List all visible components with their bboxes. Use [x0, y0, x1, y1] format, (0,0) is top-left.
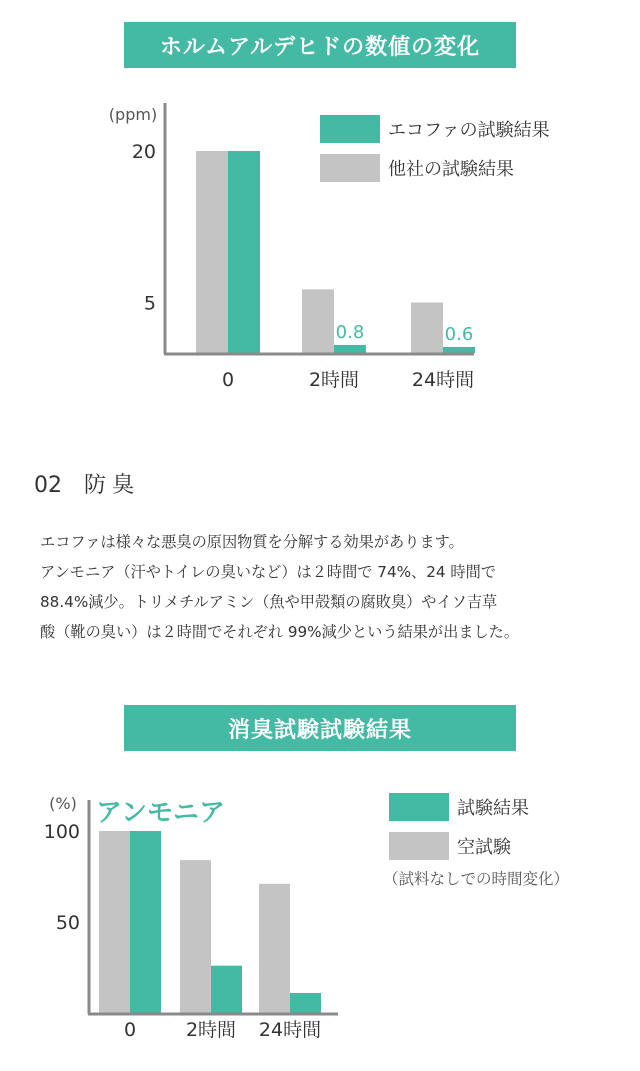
x-tick-label: 2時間: [185, 1019, 237, 1041]
legend-swatch: [389, 793, 449, 821]
y-tick-label: 50: [55, 912, 80, 934]
paragraph-line: アンモニア（汗やトイレの臭いなど）は２時間で 74%、24 時間で: [40, 563, 496, 581]
legend-note: （試料なしでの時間変化）: [383, 870, 570, 888]
paragraph-line: エコファは様々な悪臭の原因物質を分解する効果があります。: [40, 533, 464, 551]
legend-swatch: [389, 832, 449, 860]
section-number: 02: [34, 473, 62, 498]
legend-label: エコファの試験結果: [388, 120, 550, 141]
section-title: 防臭: [84, 473, 141, 498]
x-tick-label: 24時間: [258, 1019, 322, 1041]
x-tick-label: 2時間: [308, 369, 360, 391]
legend-label: 空試験: [457, 837, 511, 858]
bar-product: [211, 966, 242, 1013]
x-tick-label: 24時間: [411, 369, 475, 391]
x-tick-label: 0: [123, 1019, 137, 1041]
chart-subtitle: アンモニア: [96, 798, 225, 828]
data-label: 0.6: [444, 323, 474, 345]
legend-label: 他社の試験結果: [388, 159, 514, 180]
y-tick-label: 20: [131, 141, 156, 163]
y-tick-label: 5: [143, 292, 156, 315]
bar-product: [130, 831, 161, 1013]
paragraph-line: 酸（靴の臭い）は２時間でそれぞれ 99%減少という結果が出ました。: [40, 623, 520, 641]
deodorizing-test-title: 消臭試験試験結果: [227, 717, 412, 743]
paragraph-line: 88.4%減少。トリメチルアミン（魚や甲殻類の腐敗臭）やイソ吉草: [40, 593, 498, 611]
x-tick-label: 0: [221, 369, 235, 391]
y-unit-label: (ppm): [108, 105, 158, 124]
bar-comparison: [99, 831, 130, 1013]
y-unit-label: (%): [49, 794, 77, 813]
data-label: 0.8: [335, 321, 365, 343]
legend-label: 試験結果: [457, 798, 529, 819]
formaldehyde-chart-title: ホルムアルデヒドの数値の変化: [159, 34, 481, 60]
bar-product: [290, 993, 321, 1013]
y-tick-label: 100: [43, 821, 80, 843]
bar-comparison: [259, 884, 290, 1013]
bar-comparison: [180, 860, 211, 1013]
